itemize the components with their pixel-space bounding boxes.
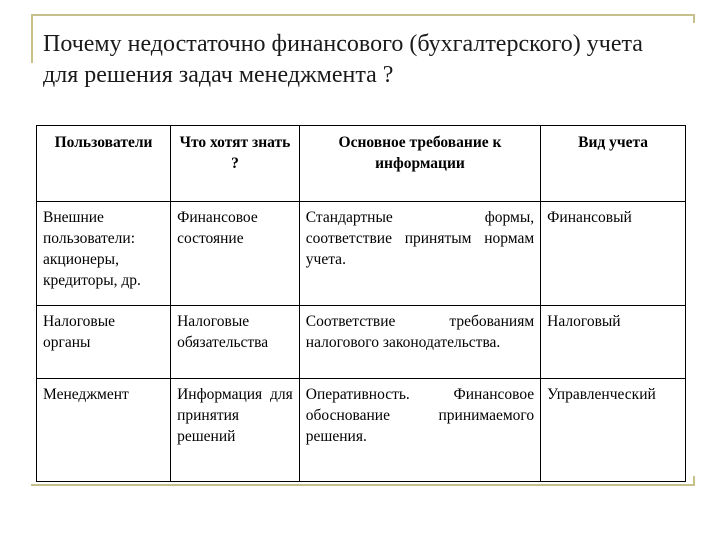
frame-left-line <box>31 14 33 63</box>
table-cell: Информация для принятия решений <box>171 379 300 482</box>
table-cell: Оперативность. Финансовое обоснование принимаемого решения. <box>299 379 540 482</box>
table-cell: Менеджмент <box>37 379 171 482</box>
table-cell: Финансовое состояние <box>171 202 300 306</box>
slide-title: Почему недостаточно финансового (бухгалтерского) учета для решения задач менеджмента ? <box>43 31 643 88</box>
header-what-to-know: Что хотят знать ? <box>171 126 300 202</box>
table-cell: Соответствие требованиям налогового законодательства. <box>299 306 540 379</box>
header-accounting-type: Вид учета <box>541 126 686 202</box>
header-users: Пользователи <box>37 126 171 202</box>
table-cell: Налоговые органы <box>37 306 171 379</box>
table-cell: Стандартные формы, соответствие принятым нормам учета. <box>299 202 540 306</box>
table-row <box>37 202 686 306</box>
table-row <box>37 306 686 379</box>
table-cell: Финансовый <box>541 202 686 306</box>
header-main-requirement: Основное требование к информации <box>299 126 540 202</box>
table-header-row <box>37 126 686 202</box>
table-cell: Налоговый <box>541 306 686 379</box>
accounting-table <box>36 125 686 482</box>
frame-top-line <box>31 14 695 16</box>
table-cell: Налоговые обязательства <box>171 306 300 379</box>
frame-right-tick <box>693 14 695 23</box>
frame-bottom-line <box>31 484 695 486</box>
table-row <box>37 379 686 482</box>
table-cell: Управленческий <box>541 379 686 482</box>
table-cell: Внешние пользователи: акционеры, кредиторы, др. <box>37 202 171 306</box>
